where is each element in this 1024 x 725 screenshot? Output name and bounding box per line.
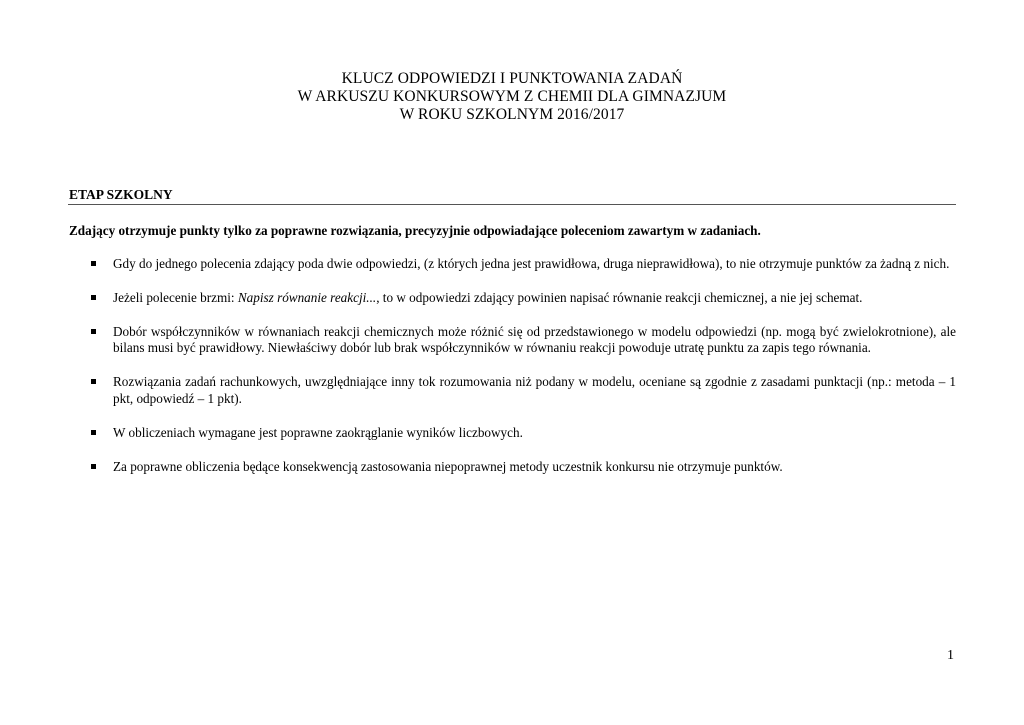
square-bullet-icon xyxy=(91,295,96,300)
rule-text-prefix: Jeżeli polecenie brzmi: xyxy=(113,289,238,305)
rule-text: Dobór współczynników w równaniach reakcji chemicznych może różnić się od przedstawionego w modelu odpowiedzi (np. mogą być zwielokrotnione), ale bilans musi być prawidłowy. Niewłaściwy dobór lub brak współczynników w równaniu reakcji powoduje utratę punktu za zapis tego równania. xyxy=(113,323,956,356)
list-item xyxy=(69,324,956,358)
title-line-1: KLUCZ ODPOWIEDZI I PUNKTOWANIA ZADAŃ xyxy=(341,70,683,87)
list-item xyxy=(69,425,956,442)
rule-text-emphasis: Napisz równanie reakcji... xyxy=(237,289,377,305)
square-bullet-icon xyxy=(91,379,96,384)
rule-text: Rozwiązania zadań rachunkowych, uwzględniające inny tok rozumowania niż podany w modelu, oceniane są zgodnie z zasadami punktacji (np.: metoda – 1 pkt, odpowiedź – 1 pkt). xyxy=(113,374,956,406)
square-bullet-icon xyxy=(91,430,96,435)
rule-text: Gdy do jednego polecenia zdający poda dwie odpowiedzi, (z których jedna jest prawidłowa, druga nieprawidłowa), to nie otrzymuje punktów za żadną z nich. xyxy=(113,256,950,271)
rule-text xyxy=(113,290,862,305)
rule-text: W obliczeniach wymagane jest poprawne zaokrąglanie wyników liczbowych. xyxy=(113,424,523,440)
section-intro: Zdający otrzymuje punkty tylko za poprawne rozwiązania, precyzyjnie odpowiadające poleceniom zawartym w zadaniach. xyxy=(69,223,761,238)
list-item xyxy=(69,290,956,307)
document-title xyxy=(0,70,1024,124)
square-bullet-icon xyxy=(91,464,96,469)
square-bullet-icon xyxy=(91,261,96,266)
list-item xyxy=(69,459,956,476)
section-heading: ETAP SZKOLNY xyxy=(69,187,173,202)
title-line-3: W ROKU SZKOLNYM 2016/2017 xyxy=(399,106,625,123)
list-item xyxy=(69,256,956,273)
title-line-2: W ARKUSZU KONKURSOWYM Z CHEMII DLA GIMNAZJUM xyxy=(297,88,727,105)
list-item xyxy=(69,374,956,408)
rule-text-suffix: , to w odpowiedzi zdający powinien napisać równanie reakcji chemicznej, a nie jej schemat. xyxy=(376,289,863,305)
square-bullet-icon xyxy=(91,329,96,334)
rules-list xyxy=(69,256,956,492)
rule-text: Za poprawne obliczenia będące konsekwencją zastosowania niepoprawnej metody uczestnik konkursu nie otrzymuje punktów. xyxy=(113,458,783,474)
page-number: 1 xyxy=(947,648,954,663)
section-divider xyxy=(68,204,956,205)
